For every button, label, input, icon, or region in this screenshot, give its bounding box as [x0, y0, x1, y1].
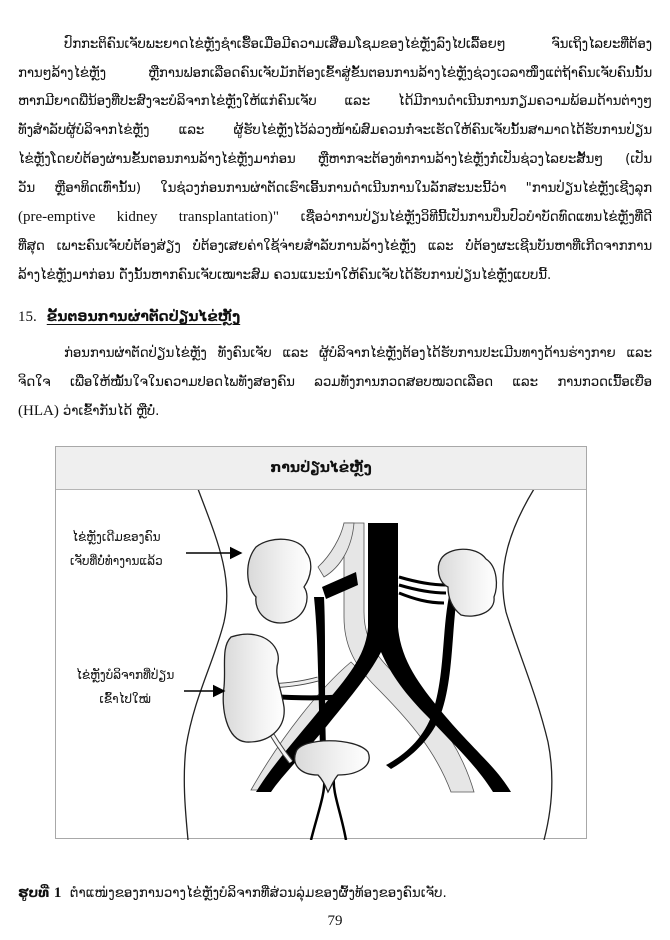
text-line — [18, 397, 652, 427]
text-line — [18, 203, 652, 233]
label-line: ເຈັບທີ່ບໍ່ທໍາງານແລ້ວ — [70, 554, 163, 568]
text-fragment: ເຊື່ອວ່າການປ່ຽນໄຂ່ຫຼັງວິທີນີ້ເປັນການປິ່ນປົວບໍາບັດທົດແທນໄຂ່ຫຼັງທີ່ດີ — [279, 210, 652, 226]
text-line: ທັງສໍາລັບຜູ້ບໍລິຈາກໄຂ່ຫຼັງ ແລະ ຜູ້ຮັບໄຂ່ຫຼັງໄວ້ລ່ວງໜ້າພໍສົມຄວນກໍ່ຈະເຮັດໃຫ້ຄົນເຈັບນັ້ນສາມາດໄດ້ຮັບການປ່ຽນ — [18, 123, 652, 139]
text-line: ວັນ ຫຼືອາທິດເທົ່ານັ້ນ) ໃນຊ່ວງກ່ອນການຜ່າຕັດເຮົາເອີ້ນການດໍາເນີນການໃນລັກສະນະນີ້ວ່າ "ການປ່ຽນໄຂ່ຫຼັງເຊີງລຸກ — [18, 180, 652, 196]
text-line: ການໆລ້າງໄຂ່ຫຼັງ ຫຼືການຟອກເລືອດຄົນເຈັບມັກຕ້ອງເຂົ້າສູ່ຂັ້ນຕອນການລ້າງໄຂ່ຫຼັງຊ່ວງເວລາໜຶ່ງແຕ່ຖ້າຄົນເຈັບຄົນນັ້ນ — [18, 65, 652, 81]
text-line: ກ່ອນການຜ່າຕັດປ່ຽນໄຂ່ຫຼັງ ທັງຄົນເຈັບ ແລະ ຜູ້ບໍລິຈາກໄຂ່ຫຼັງຕ້ອງໄດ້ຮັບການປະເມີນທາງດ້ານຮ່າງກາຍ ແລະ — [64, 346, 652, 361]
kidney-transplant-figure — [55, 446, 587, 839]
paragraph-pre-surgery-evaluation — [18, 340, 652, 427]
label-line: ໄຂ່ຫຼັງເດີມຂອງຄົນ — [72, 530, 161, 544]
native-kidney-left — [248, 539, 311, 623]
label-transplanted-kidney — [76, 663, 174, 711]
label-line: ໄຂ່ຫຼັງບໍລິຈາກທີ່ປ່ຽນ — [76, 668, 175, 682]
text-line: ຫາກມີຍາດພີ່ນ້ອງທີ່ປະສົງຈະບໍລິຈາກໄຂ່ຫຼັງໃຫ້ແກ່ຄົນເຈັບ ແລະ ໄດ້ມີການດໍາເນີນການກຽມຄວາມພ້ອມດ້ານຕ່າງໆ — [18, 94, 652, 110]
kidney-transplant-diagram — [56, 447, 588, 840]
latin-term: (pre-emptive kidney transplantation)" — [18, 209, 280, 226]
paragraph-preemptive-transplant — [18, 31, 652, 290]
transplanted-kidney — [223, 634, 284, 742]
figure-caption — [18, 881, 447, 906]
text-line: ໄຂ່ຫຼັງໂດຍບໍ່ຕ້ອງຜ່ານຂັ້ນຕອນການລ້າງໄຂ່ຫຼັງມາກ່ອນ ຫຼືຫາກຈະຕ້ອງທໍາການລ້າງໄຂ່ຫຼັງກໍ່ເປັນຊ່ວງໄລຍະສັ້ນໆ (ເປັນ — [18, 151, 652, 167]
text-fragment: ວ່າເຂົ້າກັນໄດ້ ຫຼືບໍ່. — [58, 404, 160, 420]
latin-term: (HLA) — [18, 403, 59, 420]
text-line: ປົກກະຕິຄົນເຈັບພະຍາດໄຂ່ຫຼັງຊໍາເຮື້ອເມື່ອມີຄວາມເສື່ອມໂຊມຂອງໄຂ່ຫຼັງລົງໄປເລື້ອຍໆ ຈົນເຖິງໄລຍະທີ່ຕ້ອງ — [64, 37, 652, 52]
text-line: ຈິດໃຈ ເພື່ອໃຫ້ໝັ້ນໃຈໃນຄວາມປອດໄພທັງສອງຄົນ ລວມທັງການກວດສອບໝວດເລືອດ ແລະ ການກວດເນື້ອເຍື່ອ — [18, 374, 652, 390]
label-line: ເຂົ້າໄປໃໝ່ — [99, 692, 151, 706]
body-outline-left — [184, 489, 227, 840]
native-kidney-right — [438, 549, 496, 616]
figure-title: ການປ່ຽນໄຂ່ຫຼັງ — [56, 447, 586, 490]
section-number: 15. — [18, 309, 37, 325]
caption-label-text: ຮູບທີ່ — [18, 886, 50, 901]
renal-vessels-right — [399, 577, 446, 603]
caption-text: ຕໍາແໜ່ງຂອງການວາງໄຂ່ຫຼັງບໍລິຈາກທີ່ສ່ວນລຸ່ມຂອງຜົ້ງທ້ອງຂອງຄົນເຈັບ. — [69, 886, 447, 901]
page-number: 79 — [327, 913, 343, 929]
caption-label — [18, 886, 61, 901]
label-native-kidney — [70, 525, 163, 573]
section-title: ຂັ້ນຕອນການຜ່າຕັດປ່ຽນໄຂ່ຫຼັງ — [46, 309, 241, 325]
section-heading — [18, 304, 240, 330]
body-outline-right — [503, 489, 552, 840]
caption-number: 1 — [53, 885, 62, 901]
text-line: ລ້າງໄຂ່ຫຼັງມາກ່ອນ ດັ່ງນັ້ນຫາກຄົນເຈັບເໝາະສົມ ຄວນແນະນໍາໃຫ້ຄົນເຈັບໄດ້ຮັບການປ່ຽນໄຂ່ຫຼັງແບບນີ້. — [18, 267, 552, 283]
text-line: ທີ່ສຸດ ເພາະຄົນເຈັບບໍ່ຕ້ອງສ່ຽງ ບໍ່ຕ້ອງເສຍຄ່າໃຊ້ຈ່າຍສໍາລັບການລ້າງໄຂ່ຫຼັງ ແລະ ບໍ່ຕ້ອງຜະເຊີນບັນຫາທີ່ເກີດຈາກການ — [18, 238, 652, 254]
bladder — [295, 741, 369, 792]
